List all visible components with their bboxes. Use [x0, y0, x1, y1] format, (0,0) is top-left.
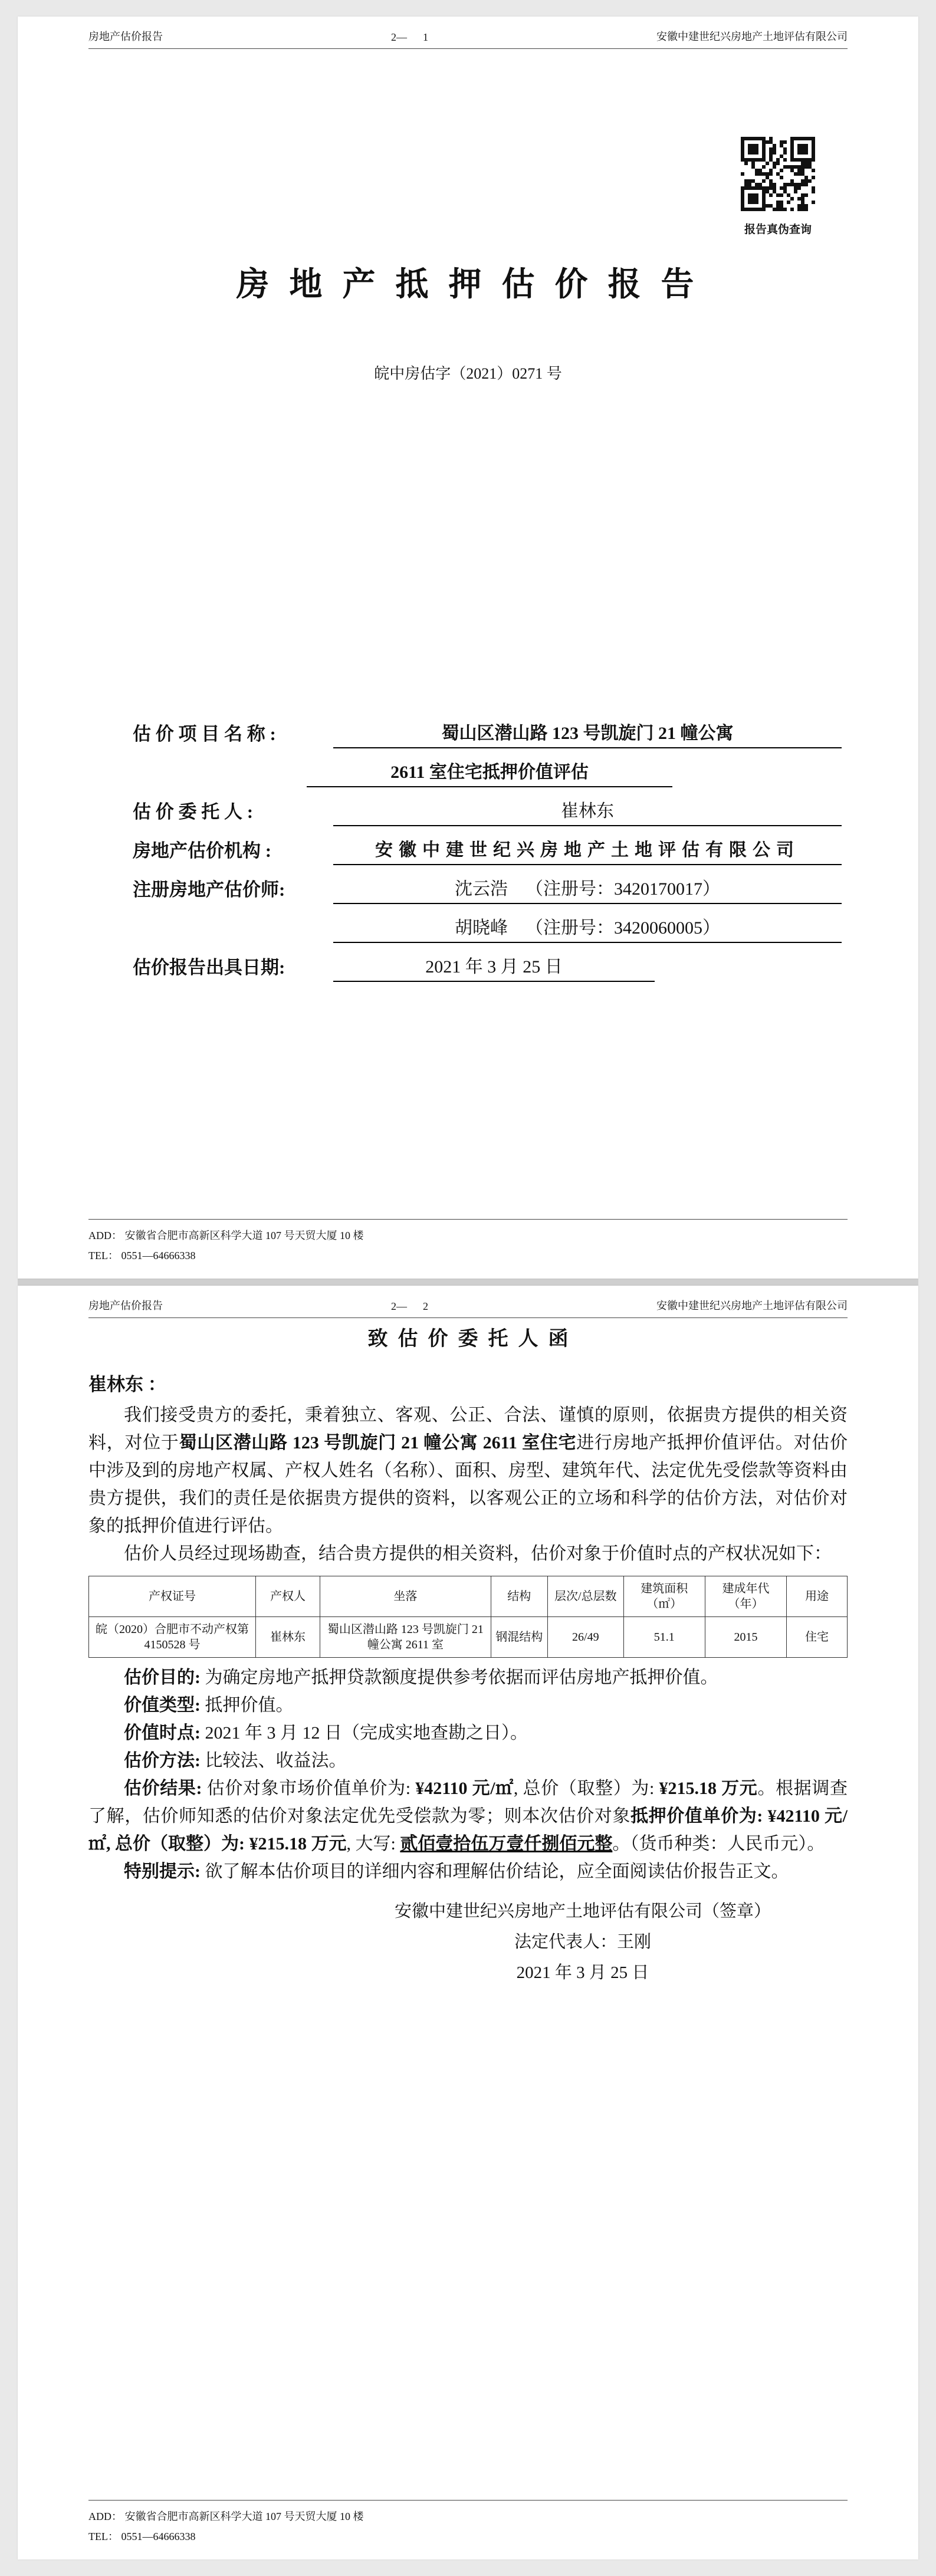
ownership-table: [88, 1576, 848, 1658]
form-row-appraiser-2: [133, 904, 842, 943]
result-seg: 。根据调查了解，估价师知悉的估价对象法定优先受偿款为零；则本次估价对象: [88, 1779, 848, 1826]
result-seg: 。（货币种类：人民币元）。: [612, 1834, 825, 1854]
form-label-project: 估 价 项 目 名 称 :: [133, 724, 276, 744]
notice-label: 特别提示:: [124, 1862, 205, 1881]
page-footer-1: [88, 1219, 848, 1266]
th-area: 建筑面积（㎡）: [623, 1576, 705, 1617]
header-company: 安徽中建世纪兴房地产土地评估有限公司: [656, 31, 848, 42]
result-seg: , 大写:: [346, 1834, 400, 1854]
signature-company: 安徽中建世纪兴房地产土地评估有限公司（签章）: [394, 1902, 771, 1921]
notice-text: 欲了解本估价项目的详细内容和理解估价结论，应全面阅读估价报告正文。: [205, 1862, 789, 1881]
result-amount-in-words: 贰佰壹拾伍万壹仟捌佰元整: [400, 1834, 613, 1854]
page-2: [18, 1286, 918, 2559]
form-value-project-line2: 2611 室住宅抵押价值评估: [307, 757, 672, 787]
method-text: 比较法、收益法。: [205, 1751, 347, 1770]
result-label: 估价结果:: [124, 1779, 207, 1798]
report-number: 皖中房估字（2021）0271 号: [374, 365, 562, 382]
result-seg: , 总价（取整）为:: [513, 1779, 659, 1798]
value-type-text: 抵押价值。: [205, 1696, 294, 1715]
signature-block: [395, 1896, 771, 1988]
table-data-row: [89, 1617, 848, 1658]
value-type-label: 价值类型:: [124, 1696, 205, 1715]
notice-item: [88, 1858, 848, 1885]
salutation: 崔林东 ：: [88, 1374, 166, 1395]
td-year: 2015: [705, 1617, 786, 1658]
result-seg: 估价对象市场价值单价为:: [206, 1779, 416, 1798]
running-header-1: [88, 28, 848, 49]
method-label: 估价方法:: [124, 1751, 205, 1770]
purpose-item: [88, 1664, 848, 1691]
result-total-price: ¥215.18 万元: [659, 1779, 758, 1798]
header-page-number: 2— 2: [391, 1300, 428, 1312]
intro-rest: 进行房地产抵押价值评估。对估价中涉及到的房地产权属、产权人姓名（名称）、面积、房型、建筑年代、法定优先受偿款等资料由贵方提供，我们的责任是依据贵方提供的资料，以客观公正的立场和科学的估价方法，对估价对象的抵押价值进行评估。: [88, 1433, 848, 1536]
td-area: 51.1: [623, 1617, 705, 1658]
form-row-client: [133, 787, 842, 826]
report-title: 房 地 产 抵 押 估 价 报 告: [236, 267, 700, 303]
result-unit-price: ¥42110 元/㎡: [415, 1779, 514, 1798]
intro-lead: 我们接受贵方的委托，秉着独立、客观、公正、合法、谨慎的原则，依据贵方提供的相关资料，对位于: [88, 1405, 848, 1453]
form-label-agency: 房地产估价机构 :: [133, 840, 272, 861]
survey-paragraph: 估价人员经过现场勘查，结合贵方提供的相关资料，估价对象于价值时点的产权状况如下：: [124, 1544, 832, 1563]
purpose-text: 为确定房地产抵押贷款额度提供参考依据而评估房地产抵押价值。: [205, 1668, 718, 1687]
th-location: 坐落: [320, 1576, 491, 1617]
td-use: 住宅: [787, 1617, 848, 1658]
table-header-row: [89, 1576, 848, 1617]
td-structure: 钢混结构: [491, 1617, 547, 1658]
letter-body: [88, 1401, 848, 1988]
th-owner: 产权人: [255, 1576, 320, 1617]
qr-caption: 报告真伪查询: [744, 224, 812, 236]
th-year: 建成年代（年）: [705, 1576, 786, 1617]
result-item: [88, 1775, 848, 1858]
signature-legal-rep: 法定代表人：王刚: [514, 1933, 651, 1951]
td-floor: 26/49: [548, 1617, 624, 1658]
form-value-client: 崔林东: [333, 796, 842, 826]
value-date-text: 2021 年 3 月 12 日（完成实地查勘之日）。: [205, 1723, 528, 1743]
form-label-client: 估 价 委 托 人 :: [133, 801, 254, 822]
th-cert-no: 产权证号: [89, 1576, 256, 1617]
footer-tel: TEL： 0551—64666338: [88, 1250, 196, 1261]
form-value-agency: 安徽中建世纪兴房地产土地评估有限公司: [333, 835, 842, 865]
value-date-item: [88, 1719, 848, 1747]
header-company: 安徽中建世纪兴房地产土地评估有限公司: [656, 1300, 848, 1312]
page-divider: [18, 1279, 918, 1286]
form-row-appraiser-1: [133, 865, 842, 904]
intro-paragraph: [88, 1401, 848, 1540]
th-structure: 结构: [491, 1576, 547, 1617]
running-header-2: [88, 1297, 848, 1318]
form-label-blank: [133, 940, 333, 943]
letter-title: 致 估 价 委 托 人 函: [367, 1328, 569, 1350]
th-use: 用途: [787, 1576, 848, 1617]
td-location: 蜀山区潜山路 123 号凯旋门 21 幢公寓 2611 室: [320, 1617, 491, 1658]
qr-block: [741, 137, 815, 236]
form-row-project-cont: [133, 748, 842, 787]
signature-date: 2021 年 3 月 25 日: [516, 1963, 649, 1982]
form-row-date: [133, 943, 842, 982]
form-label-appraiser: 注册房地产估价师:: [133, 879, 285, 900]
value-type-item: [88, 1691, 848, 1719]
header-page-number: 2— 1: [391, 31, 428, 43]
td-cert-no: 皖（2020）合肥市不动产权第 4150528 号: [89, 1617, 256, 1658]
header-doc-type: 房地产估价报告: [88, 1300, 163, 1312]
footer-tel: TEL： 0551—64666338: [88, 2531, 196, 2542]
form-label-date: 估价报告出具日期:: [133, 957, 285, 978]
form-value-project-line1: 蜀山区潜山路 123 号凯旋门 21 幢公寓: [333, 718, 842, 748]
form-value-date: 2021 年 3 月 25 日: [333, 952, 655, 982]
footer-address: ADD： 安徽省合肥市高新区科学大道 107 号天贸大厦 10 楼: [88, 1230, 364, 1241]
qr-code: [741, 137, 815, 211]
form-row-project: [133, 709, 842, 748]
footer-address: ADD： 安徽省合肥市高新区科学大道 107 号天贸大厦 10 楼: [88, 2511, 364, 2522]
purpose-label: 估价目的:: [124, 1668, 205, 1687]
appraisal-form: [133, 709, 842, 982]
header-doc-type: 房地产估价报告: [88, 31, 163, 42]
result-mortgage-value: 抵押价值单价为: ¥42110 元/㎡, 总价（取整）为: ¥215.18 万元: [88, 1806, 848, 1854]
intro-subject: 蜀山区潜山路 123 号凯旋门 21 幢公寓 2611 室住宅: [179, 1433, 577, 1453]
form-value-appraiser-2: 胡晓峰 （注册号：3420060005）: [333, 913, 842, 943]
form-value-appraiser-1: 沈云浩 （注册号：3420170017）: [333, 874, 842, 904]
page-footer-2: [88, 2500, 848, 2547]
page-1: [18, 17, 918, 1279]
form-row-agency: [133, 826, 842, 865]
td-owner: 崔林东: [255, 1617, 320, 1658]
th-floor: 层次/总层数: [548, 1576, 624, 1617]
method-item: [88, 1747, 848, 1775]
value-date-label: 价值时点:: [124, 1723, 205, 1743]
